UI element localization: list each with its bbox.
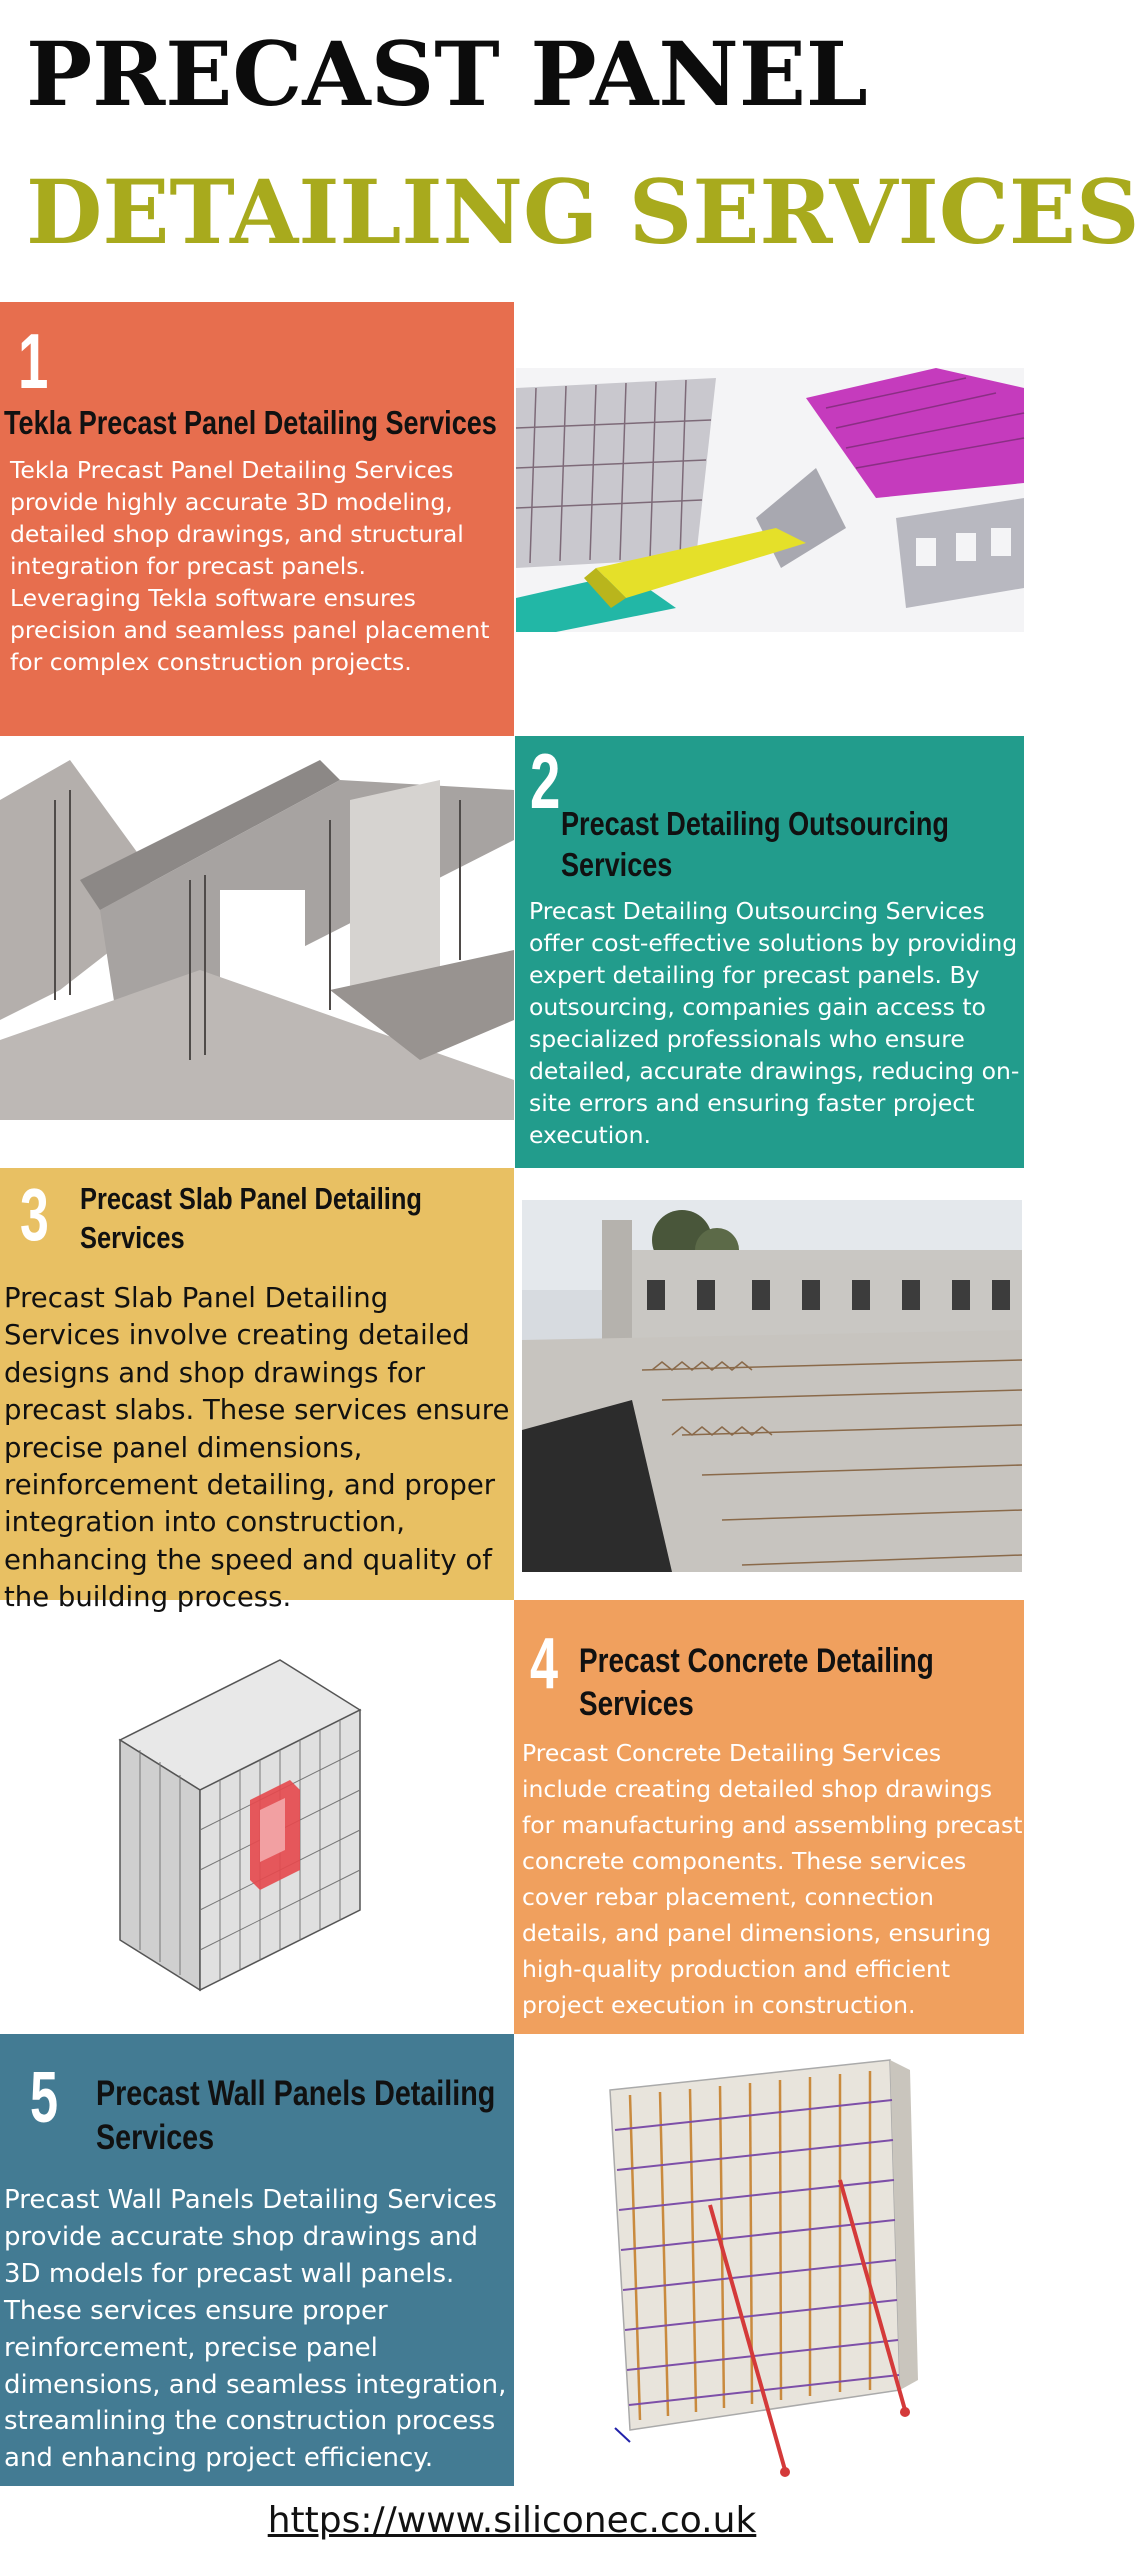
section-3-image bbox=[522, 1200, 1022, 1572]
section-5-heading: Precast Wall Panels Detailing Services bbox=[96, 2074, 496, 2157]
section-4-image bbox=[110, 1650, 370, 2000]
website-link[interactable]: https://www.siliconec.co.uk bbox=[267, 2500, 757, 2541]
section-4-number: 4 bbox=[530, 1624, 559, 1704]
section-2-image bbox=[0, 760, 514, 1120]
section-1-number: 1 bbox=[18, 317, 49, 405]
section-3-text: Precast Slab Panel Detailing Services involve creating detailed designs and shop drawings for precast slabs. These services ensure precise panel dimensions, reinforcement detailing, and proper integration into construction, enhancing the speed and quality of the building process. bbox=[4, 1282, 510, 1614]
section-3-heading: Precast Slab Panel Detailing Services bbox=[80, 1181, 422, 1255]
section-4-text: Precast Concrete Detailing Services include creating detailed shop drawings for manufacturing and assembling precast concrete components. These services cover rebar placement, connection details, and panel dimensions, ensuring high-quality production and efficient project execution in construction. bbox=[522, 1739, 1023, 2019]
section-3-number: 3 bbox=[20, 1173, 49, 1256]
section-5-image bbox=[590, 2050, 930, 2490]
section-2-heading: Precast Detailing Outsourcing Services bbox=[561, 805, 949, 884]
section-5-number: 5 bbox=[30, 2058, 59, 2138]
section-2-text: Precast Detailing Outsourcing Services offer cost-effective solutions by providing expert detailing for precast panels. By outsourcing, companies gain access to specialized professionals who ensure detailed, accurate drawings, reducing on-site errors and ensuring faster project execution. bbox=[529, 897, 1020, 1149]
section-2-number: 2 bbox=[530, 737, 561, 825]
section-4-heading: Precast Concrete Detailing Services bbox=[579, 1642, 934, 1723]
page-title-line1: PRECAST PANEL bbox=[26, 22, 868, 126]
page-title-line2: DETAILING SERVICES bbox=[26, 160, 1140, 264]
section-1-image bbox=[516, 368, 1024, 632]
section-1-text: Tekla Precast Panel Detailing Services provide highly accurate 3D modeling, detailed shop drawings, and structural integration for precast panels. Leveraging Tekla software ensures precision and seamless panel placement for complex construction projects. bbox=[10, 456, 490, 676]
section-1-heading: Tekla Precast Panel Detailing Services bbox=[4, 404, 497, 441]
section-5-text: Precast Wall Panels Detailing Services provide accurate shop drawings and 3D models for precast wall panels. These services ensure proper reinforcement, precise panel dimensions, and seamless integration, streamlining the construction process and enhancing project efficiency. bbox=[4, 2185, 507, 2474]
